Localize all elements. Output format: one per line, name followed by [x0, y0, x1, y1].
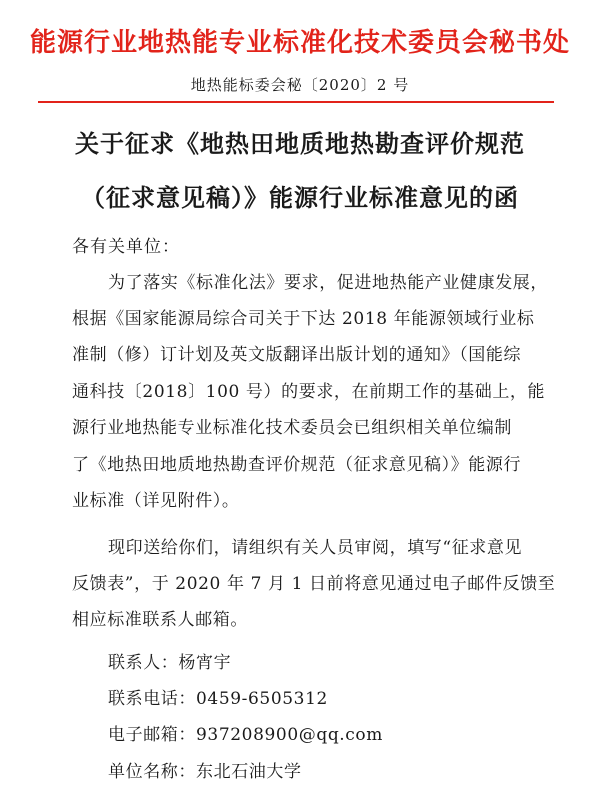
document-number: 地热能标委会秘〔2020〕2 号: [190, 76, 410, 94]
paragraph-2-line: 相应标准联系人邮箱。: [72, 610, 248, 630]
contact-phone: 联系电话：0459-6505312: [108, 689, 328, 709]
paragraph-1-line: 业标准（详见附件）。: [72, 491, 240, 511]
paragraph-1-line: 准制（修）订计划及英文版翻译出版计划的通知》（国能综: [72, 345, 522, 365]
document-title-line-1: 关于征求《地热田地质地热勘查评价规范: [75, 130, 525, 158]
red-divider-line: [38, 101, 554, 103]
contact-person: 联系人：杨宵宇: [108, 653, 232, 673]
contact-email: 电子邮箱：937208900@qq.com: [108, 725, 383, 745]
paragraph-1-line: 了《地热田地质地热勘查评价规范（征求意见稿）》能源行: [72, 455, 522, 475]
paragraph-1-line: 源行业地热能专业标准化技术委员会已组织相关单位编制: [72, 418, 512, 438]
issuing-organization-header: 能源行业地热能专业标准化技术委员会秘书处: [29, 28, 570, 58]
paragraph-1-line: 根据《国家能源局综合司关于下达 2018 年能源领域行业标: [72, 309, 535, 329]
paragraph-1-line: 为了落实《标准化法》要求，促进地热能产业健康发展，: [108, 273, 548, 293]
paragraph-1-line: 通科技〔2018〕100 号）的要求，在前期工作的基础上，能: [72, 382, 546, 402]
paragraph-2-line: 反馈表”，于 2020 年 7 月 1 日前将意见通过电子邮件反馈至: [72, 574, 556, 594]
contact-unit-name: 单位名称：东北石油大学: [108, 762, 302, 782]
salutation: 各有关单位：: [72, 237, 180, 257]
document-title-line-2: （征求意见稿）》能源行业标准意见的函: [81, 184, 519, 212]
paragraph-2-line: 现印送给你们，请组织有关人员审阅，填写“征求意见: [108, 538, 523, 558]
